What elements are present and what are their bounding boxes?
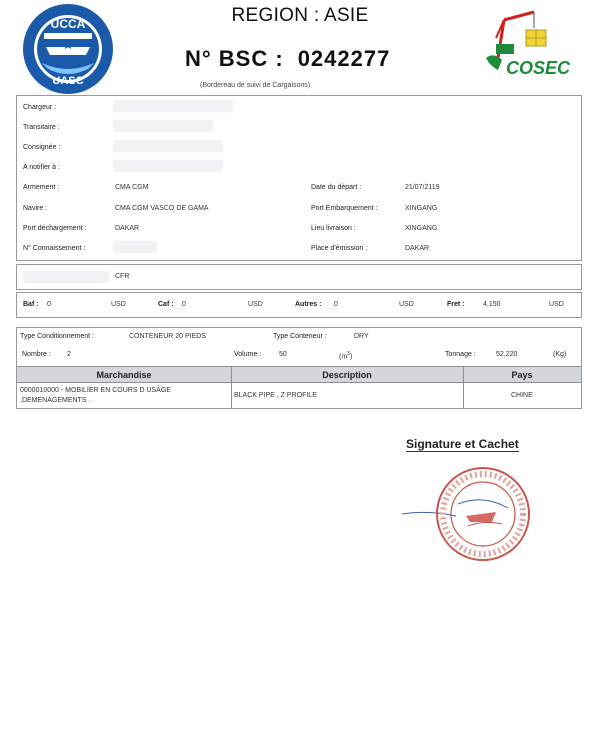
- type-conditionnement-value: CONTENEUR 20 PIEDS: [129, 333, 207, 340]
- marchandise-line-1: 0000010000 - MOBILIER EN COURS D USAGE: [20, 387, 171, 394]
- ucca-uasc-logo: [22, 3, 114, 95]
- date-depart-label: Date du départ :: [311, 184, 362, 191]
- port-dechargement-value: DAKAR: [115, 225, 140, 232]
- signature-title: Signature et Cachet: [406, 437, 519, 451]
- bsc-number: 0242277: [297, 46, 391, 71]
- notifier-redacted: [113, 160, 223, 172]
- type-conditionnement-label: Type Conditionnement :: [20, 333, 94, 340]
- consignee-label: Consignée :: [23, 144, 61, 151]
- fret-currency: USD: [549, 301, 564, 308]
- bsc-number-heading: [185, 46, 390, 72]
- notifier-label: A notifier à :: [23, 164, 60, 171]
- bsc-label: N° BSC :: [185, 46, 284, 71]
- volume-unit: $(m^3)$: [339, 351, 353, 361]
- autres-label: Autres :: [295, 301, 322, 308]
- column-divider: [463, 366, 464, 409]
- caf-label: Caf :: [158, 301, 174, 308]
- port-dechargement-label: Port déchargement :: [23, 225, 87, 232]
- port-embarquement-label: Port Embarquement :: [311, 205, 378, 212]
- incoterm-redacted: [23, 271, 109, 283]
- col-description: Description: [322, 370, 372, 380]
- svg-text:COSEC: COSEC: [506, 58, 571, 78]
- nombre-label: Nombre :: [22, 351, 51, 358]
- transitaire-label: Transitaire :: [23, 124, 60, 131]
- autres-currency: USD: [399, 301, 414, 308]
- navire-value: CMA CGM VASCO DE GAMA: [115, 205, 209, 212]
- document-subtitle: (Bordereau de suivi de Cargaisons): [200, 82, 311, 89]
- chargeur-label: Chargeur :: [23, 104, 57, 111]
- consignee-redacted: [113, 140, 223, 152]
- marchandise-line-2: ,DEMENAGEMENTS .: [20, 397, 91, 404]
- volume-value: 50: [279, 351, 287, 358]
- connaissement-redacted: [113, 241, 157, 253]
- autres-value: 0: [334, 301, 338, 308]
- place-emission-label: Place d'émission :: [311, 245, 368, 252]
- baf-currency: USD: [111, 301, 126, 308]
- container-goods-box: [16, 327, 582, 409]
- nombre-value: 2: [67, 351, 71, 358]
- tonnage-unit: (Kg): [553, 351, 567, 358]
- lieu-livraison-value: XINGANG: [405, 225, 438, 232]
- type-conteneur-label: Type Conteneur :: [273, 333, 327, 340]
- shipment-details-box: [16, 95, 582, 261]
- navire-label: Navire :: [23, 205, 48, 212]
- volume-label: Volume :: [234, 351, 262, 358]
- tonnage-label: Tonnage :: [445, 351, 476, 358]
- column-divider: [231, 366, 232, 409]
- armement-value: CMA CGM: [115, 184, 149, 191]
- region-title: REGION : ASIE: [231, 5, 369, 26]
- description-value: BLACK PIPE , Z PROFILE: [234, 392, 317, 399]
- connaissement-label: N° Connaissement :: [23, 245, 86, 252]
- fret-value: 4,150: [483, 301, 501, 308]
- date-depart-value: 21/07/2119: [405, 184, 440, 191]
- official-stamp: [398, 464, 538, 564]
- place-emission-value: DAKAR: [405, 245, 430, 252]
- goods-table-header: [17, 366, 581, 383]
- armement-label: Armement :: [23, 184, 60, 191]
- type-conteneur-value: DRY: [354, 333, 369, 340]
- tonnage-value: 52,220: [496, 351, 518, 358]
- caf-currency: USD: [248, 301, 263, 308]
- svg-text:UASC: UASC: [52, 75, 84, 87]
- chargeur-redacted: [113, 100, 233, 112]
- col-pays: Pays: [511, 370, 533, 380]
- charges-box: [16, 292, 582, 318]
- transitaire-redacted: [113, 120, 213, 132]
- baf-value: 0: [47, 301, 51, 308]
- incoterm-value: CFR: [115, 273, 130, 280]
- port-embarquement-value: XINGANG: [405, 205, 438, 212]
- incoterm-box: [16, 264, 582, 290]
- cosec-logo: [484, 8, 580, 84]
- svg-text:UCCA: UCCA: [50, 17, 86, 31]
- pays-value: CHINE: [511, 392, 533, 399]
- caf-value: 0: [182, 301, 186, 308]
- fret-label: Fret :: [447, 301, 465, 308]
- baf-label: Baf :: [23, 301, 39, 308]
- col-marchandise: Marchandise: [96, 370, 152, 380]
- lieu-livraison-label: Lieu livraison :: [311, 225, 356, 232]
